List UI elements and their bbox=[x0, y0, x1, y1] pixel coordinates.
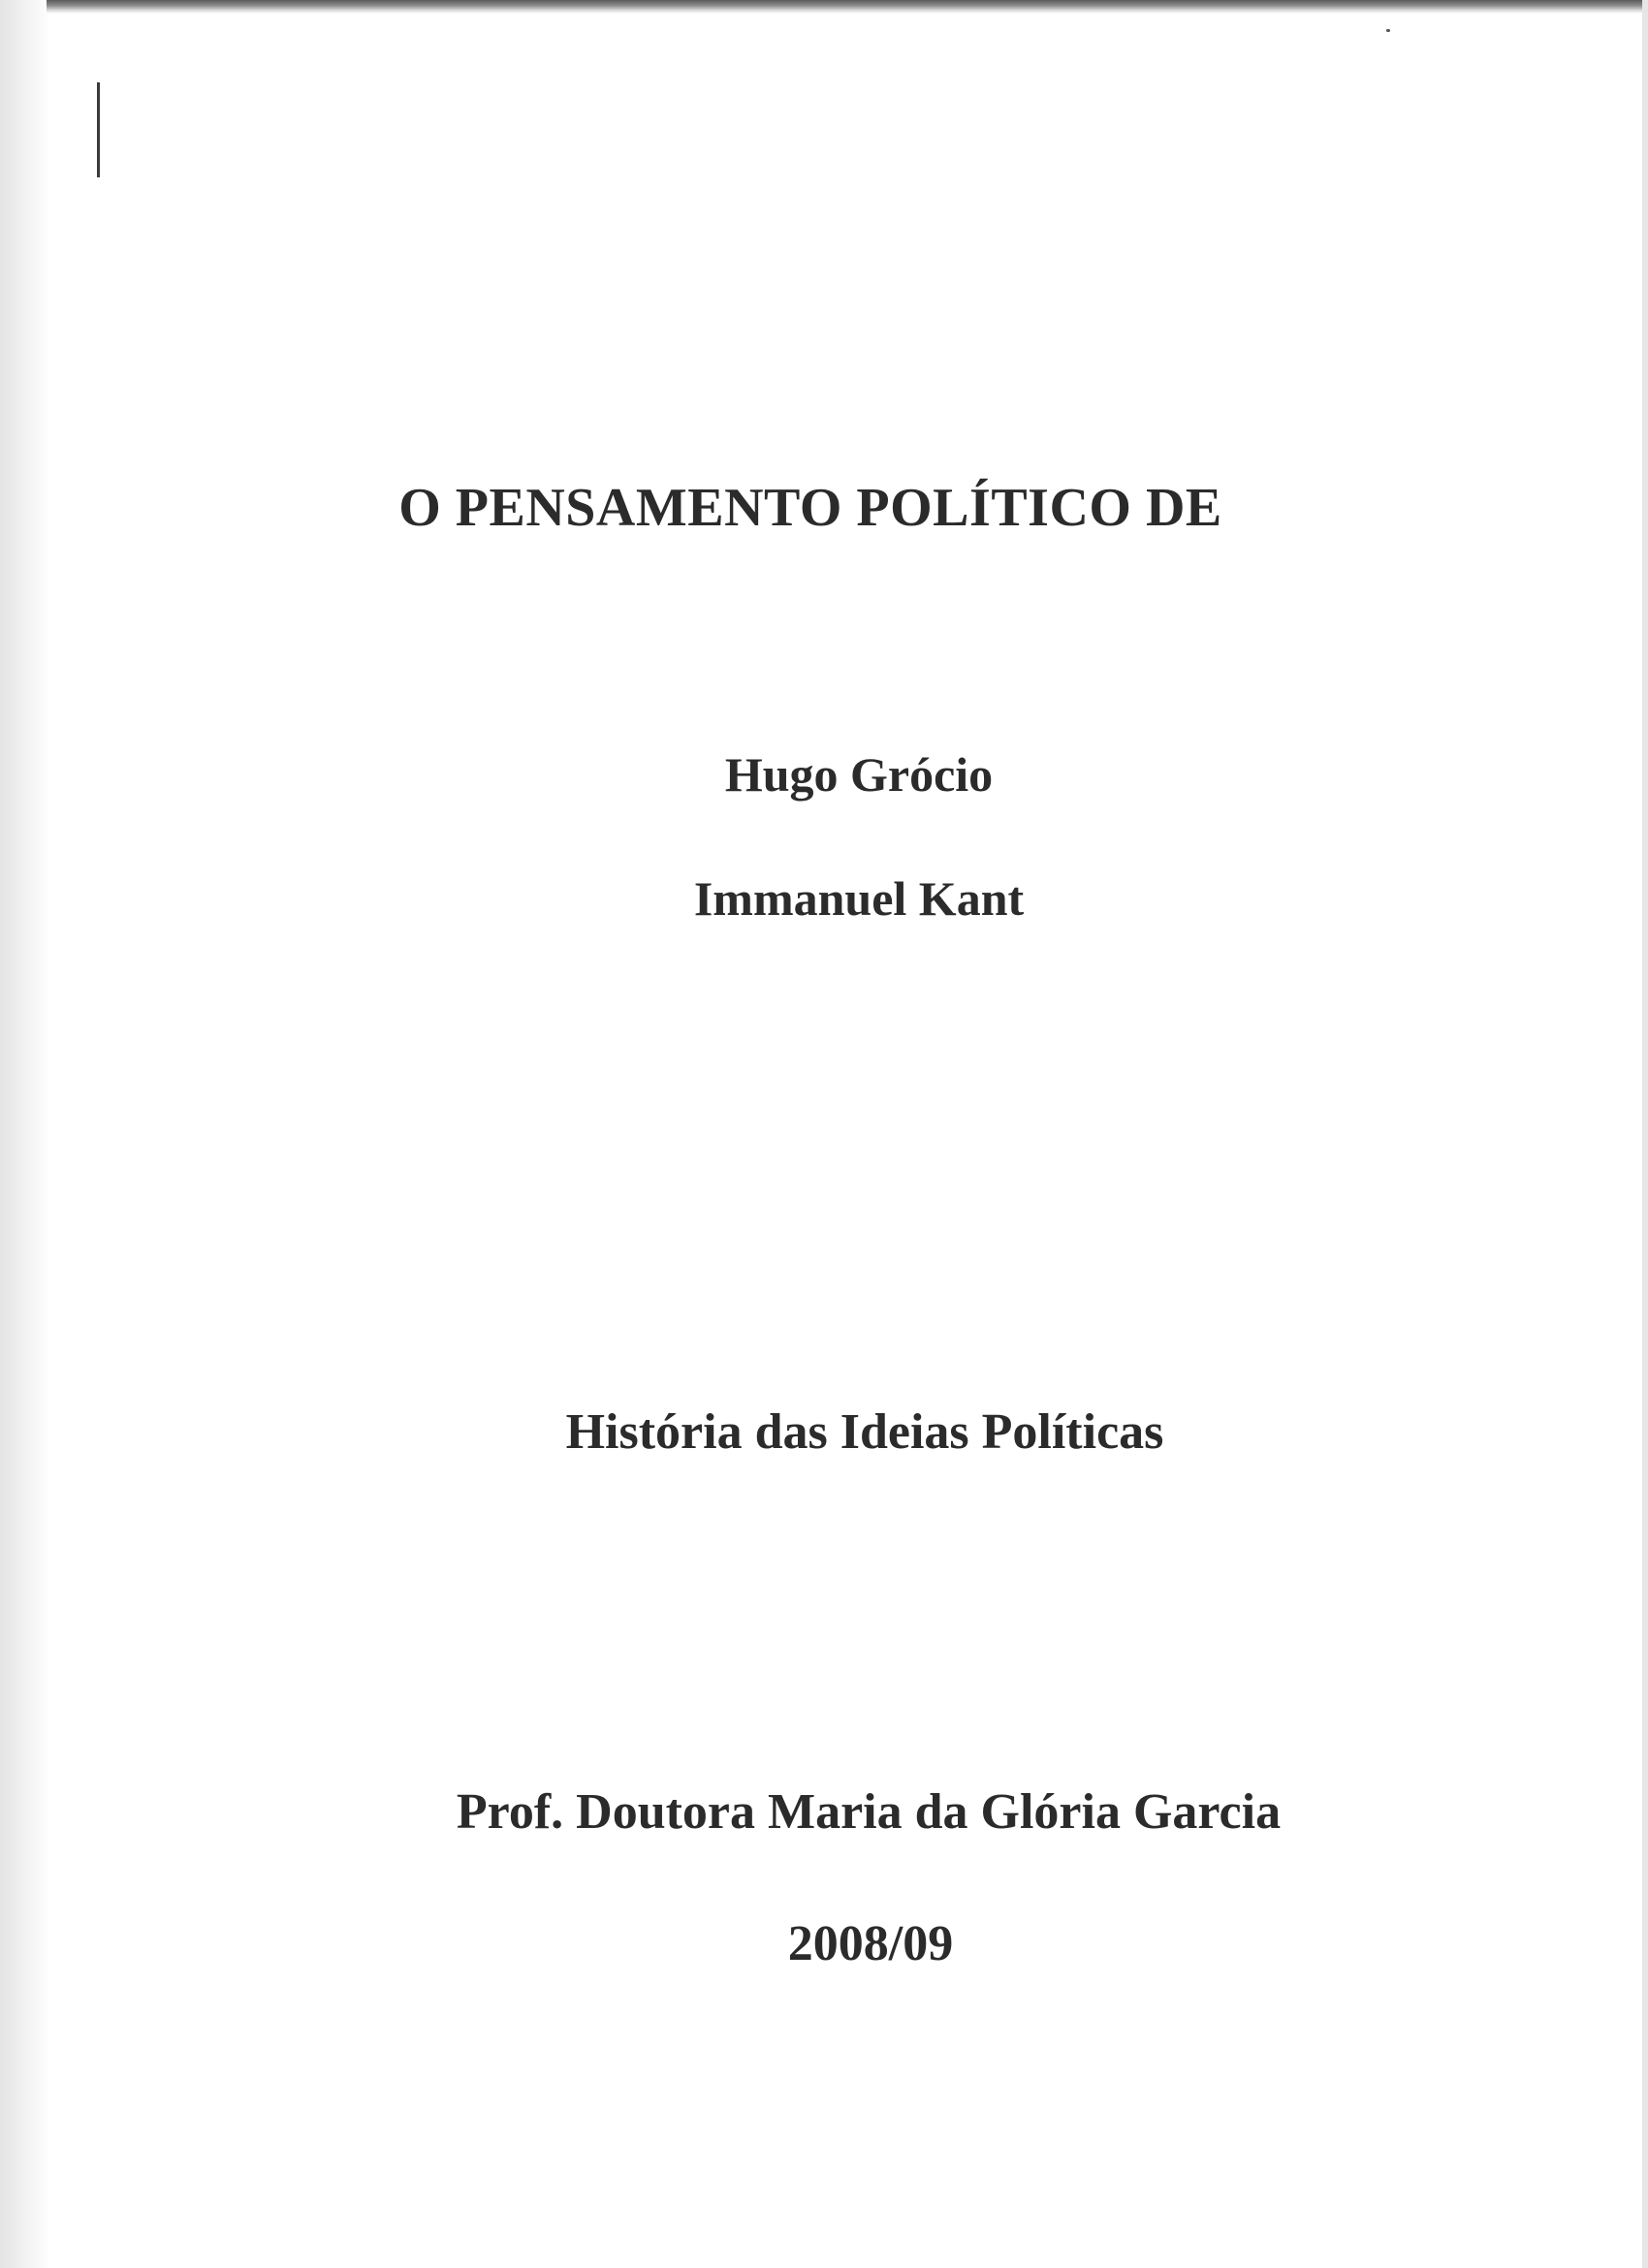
margin-mark bbox=[97, 82, 100, 177]
course-name: História das Ideias Políticas bbox=[565, 1404, 1164, 1460]
author-name: Immanuel Kant bbox=[693, 871, 1025, 926]
academic-year: 2008/09 bbox=[787, 1916, 954, 1971]
scan-speck bbox=[1386, 29, 1390, 32]
scan-shadow-top bbox=[47, 0, 1648, 14]
author-name: Hugo Grócio bbox=[724, 747, 994, 802]
scan-shadow-left bbox=[0, 0, 50, 2268]
professor-name: Prof. Doutora Maria da Glória Garcia bbox=[456, 1784, 1282, 1840]
document-title: O PENSAMENTO POLÍTICO DE bbox=[398, 478, 1222, 538]
